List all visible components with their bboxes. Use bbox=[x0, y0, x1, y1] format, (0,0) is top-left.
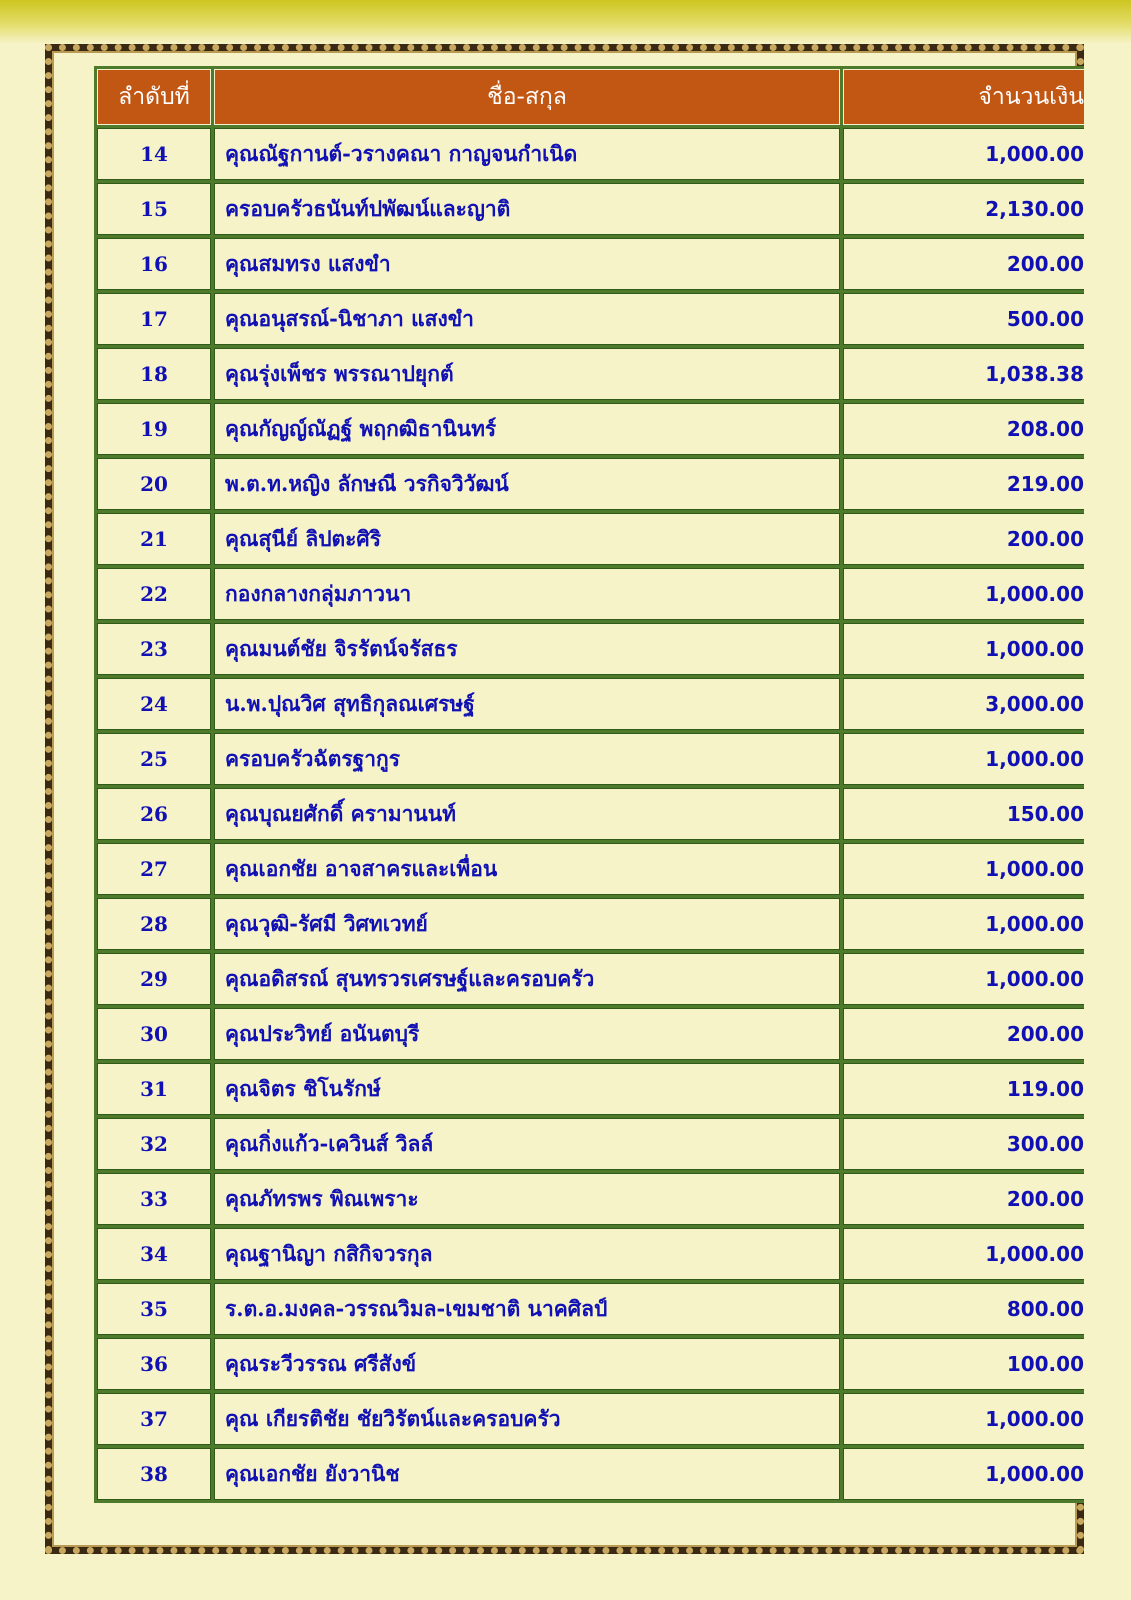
table-row bbox=[97, 128, 1084, 180]
row-amount: 1,000.00 bbox=[843, 733, 1084, 785]
row-name: คุณรุ่งเพ็ชร พรรณาปยุกต์ bbox=[214, 348, 840, 400]
donation-table bbox=[94, 66, 1084, 1503]
row-name: ร.ต.อ.มงคล-วรรณวิมล-เขมชาติ นาคศิลป์ bbox=[214, 1283, 840, 1335]
table-row bbox=[97, 1338, 1084, 1390]
table-row bbox=[97, 513, 1084, 565]
row-amount: 200.00 bbox=[843, 1173, 1084, 1225]
table-row bbox=[97, 568, 1084, 620]
row-name: คุณเอกชัย อาจสาครและเพื่อน bbox=[214, 843, 840, 895]
row-number: 15 bbox=[97, 183, 211, 235]
table-row bbox=[97, 1448, 1084, 1500]
table-row bbox=[97, 843, 1084, 895]
row-number: 30 bbox=[97, 1008, 211, 1060]
table-row bbox=[97, 1393, 1084, 1445]
row-amount: 300.00 bbox=[843, 1118, 1084, 1170]
row-amount: 1,000.00 bbox=[843, 843, 1084, 895]
row-number: 23 bbox=[97, 623, 211, 675]
row-name: ครอบครัวธนันท์ปพัฒน์และญาติ bbox=[214, 183, 840, 235]
row-name: คุณสุนีย์ ลิปตะศิริ bbox=[214, 513, 840, 565]
row-name: คุณกัญญ์ณัฏฐ์ พฤกฒิธานินทร์ bbox=[214, 403, 840, 455]
row-name: ครอบครัวฉัตรฐากูร bbox=[214, 733, 840, 785]
table-row bbox=[97, 678, 1084, 730]
table-row bbox=[97, 623, 1084, 675]
table-row bbox=[97, 1283, 1084, 1335]
row-number: 32 bbox=[97, 1118, 211, 1170]
row-number: 22 bbox=[97, 568, 211, 620]
row-amount: 150.00 bbox=[843, 788, 1084, 840]
row-amount: 200.00 bbox=[843, 238, 1084, 290]
table-row bbox=[97, 1173, 1084, 1225]
row-name: คุณณัฐกานต์-วรางคณา กาญจนกำเนิด bbox=[214, 128, 840, 180]
row-amount: 208.00 bbox=[843, 403, 1084, 455]
row-number: 35 bbox=[97, 1283, 211, 1335]
row-amount: 1,038.38 bbox=[843, 348, 1084, 400]
row-name: คุณฐานิญา กสิกิจวรกุล bbox=[214, 1228, 840, 1280]
row-number: 27 bbox=[97, 843, 211, 895]
row-number: 33 bbox=[97, 1173, 211, 1225]
header-row bbox=[97, 69, 1084, 125]
row-name: คุณอนุสรณ์-นิชาภา แสงขำ bbox=[214, 293, 840, 345]
table-row bbox=[97, 458, 1084, 510]
row-name: คุณวุฒิ-รัศมี วิศทเวทย์ bbox=[214, 898, 840, 950]
row-amount: 800.00 bbox=[843, 1283, 1084, 1335]
row-amount: 1,000.00 bbox=[843, 1228, 1084, 1280]
table-row bbox=[97, 293, 1084, 345]
table-row bbox=[97, 348, 1084, 400]
top-gradient-band bbox=[0, 0, 1131, 44]
row-number: 18 bbox=[97, 348, 211, 400]
table-row bbox=[97, 1228, 1084, 1280]
row-number: 17 bbox=[97, 293, 211, 345]
donation-table-container bbox=[94, 66, 1084, 1556]
table-row bbox=[97, 733, 1084, 785]
table-row bbox=[97, 1118, 1084, 1170]
row-name: คุณจิตร ชิโนรักษ์ bbox=[214, 1063, 840, 1115]
table-row bbox=[97, 788, 1084, 840]
row-name: คุณประวิทย์ อนันตบุรี bbox=[214, 1008, 840, 1060]
row-number: 26 bbox=[97, 788, 211, 840]
row-number: 16 bbox=[97, 238, 211, 290]
row-amount: 3,000.00 bbox=[843, 678, 1084, 730]
row-name: คุณระวีวรรณ ศรีสังข์ bbox=[214, 1338, 840, 1390]
row-number: 29 bbox=[97, 953, 211, 1005]
row-amount: 200.00 bbox=[843, 513, 1084, 565]
row-number: 37 bbox=[97, 1393, 211, 1445]
header-number: ลำดับที่ bbox=[97, 69, 211, 125]
table-row bbox=[97, 1063, 1084, 1115]
row-number: 21 bbox=[97, 513, 211, 565]
row-number: 34 bbox=[97, 1228, 211, 1280]
row-amount: 1,000.00 bbox=[843, 568, 1084, 620]
row-name: คุณอดิสรณ์ สุนทรวรเศรษฐ์และครอบครัว bbox=[214, 953, 840, 1005]
row-name: คุณมนต์ชัย จิรรัตน์จรัสธร bbox=[214, 623, 840, 675]
table-row bbox=[97, 1008, 1084, 1060]
row-number: 14 bbox=[97, 128, 211, 180]
row-amount: 1,000.00 bbox=[843, 623, 1084, 675]
row-amount: 1,000.00 bbox=[843, 898, 1084, 950]
row-number: 20 bbox=[97, 458, 211, 510]
row-amount: 1,000.00 bbox=[843, 953, 1084, 1005]
row-amount: 1,000.00 bbox=[843, 1393, 1084, 1445]
table-row bbox=[97, 898, 1084, 950]
row-name: กองกลางกลุ่มภาวนา bbox=[214, 568, 840, 620]
row-name: น.พ.ปุณวิศ สุทธิกุลณเศรษฐ์ bbox=[214, 678, 840, 730]
row-amount: 100.00 bbox=[843, 1338, 1084, 1390]
header-amount: จำนวนเงิน bbox=[843, 69, 1084, 125]
row-number: 31 bbox=[97, 1063, 211, 1115]
row-name: คุณภัทรพร พิณเพราะ bbox=[214, 1173, 840, 1225]
row-amount: 1,000.00 bbox=[843, 128, 1084, 180]
row-name: คุณ เกียรติชัย ชัยวิรัตน์และครอบครัว bbox=[214, 1393, 840, 1445]
table-row bbox=[97, 953, 1084, 1005]
row-name: พ.ต.ท.หญิง ลักษณี วรกิจวิวัฒน์ bbox=[214, 458, 840, 510]
row-amount: 500.00 bbox=[843, 293, 1084, 345]
table-row bbox=[97, 403, 1084, 455]
table-row bbox=[97, 238, 1084, 290]
row-number: 36 bbox=[97, 1338, 211, 1390]
row-amount: 119.00 bbox=[843, 1063, 1084, 1115]
row-name: คุณกิ่งแก้ว-เควินส์ วิลล์ bbox=[214, 1118, 840, 1170]
row-number: 24 bbox=[97, 678, 211, 730]
row-number: 38 bbox=[97, 1448, 211, 1500]
row-number: 19 bbox=[97, 403, 211, 455]
row-amount: 1,000.00 bbox=[843, 1448, 1084, 1500]
header-name: ชื่อ-สกุล bbox=[214, 69, 840, 125]
row-amount: 219.00 bbox=[843, 458, 1084, 510]
row-name: คุณสมทรง แสงขำ bbox=[214, 238, 840, 290]
row-amount: 2,130.00 bbox=[843, 183, 1084, 235]
row-name: คุณเอกชัย ยังวานิช bbox=[214, 1448, 840, 1500]
row-amount: 200.00 bbox=[843, 1008, 1084, 1060]
row-name: คุณบุณยศักดิ์ ครามานนท์ bbox=[214, 788, 840, 840]
table-row bbox=[97, 183, 1084, 235]
row-number: 28 bbox=[97, 898, 211, 950]
row-number: 25 bbox=[97, 733, 211, 785]
